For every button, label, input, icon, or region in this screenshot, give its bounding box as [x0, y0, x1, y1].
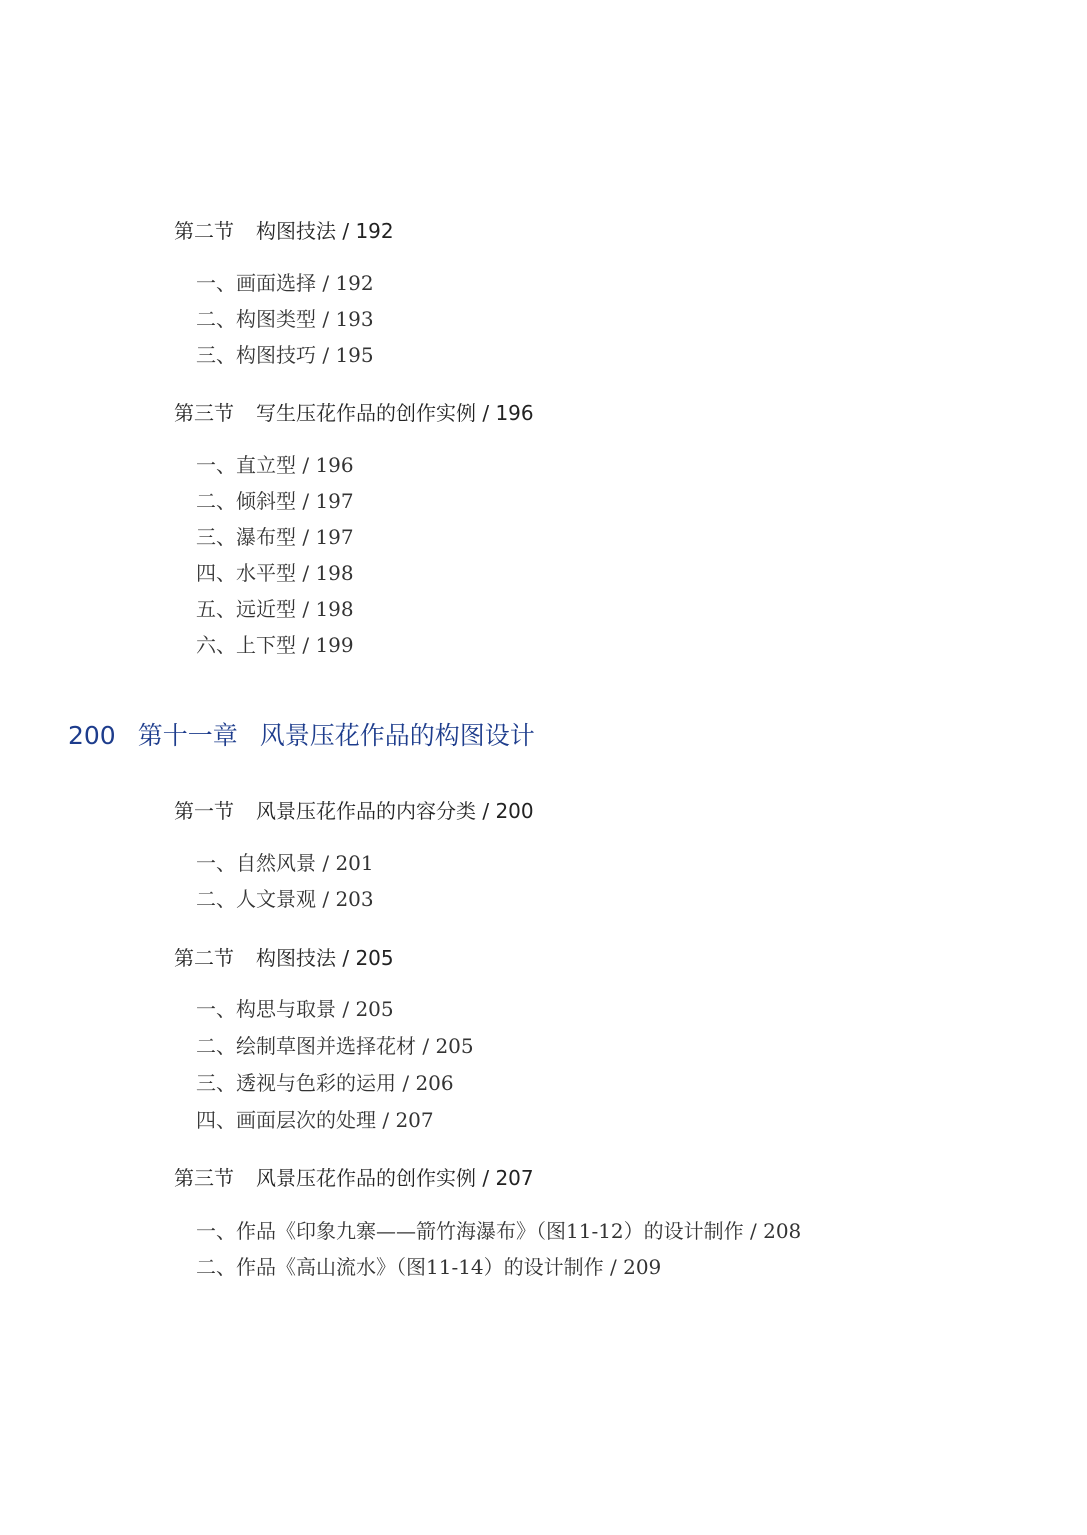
toc-item[interactable]: 五、远近型 / 198: [196, 597, 354, 621]
toc-item[interactable]: 二、作品《高山流水》（图11-14）的设计制作 / 209: [196, 1255, 662, 1279]
section-title: 写生压花作品的创作实例: [256, 401, 476, 425]
toc-section-heading[interactable]: 第二节 构图技法 / 205: [174, 946, 394, 970]
toc-item[interactable]: 一、画面选择 / 192: [196, 271, 374, 295]
section-label: 第二节: [174, 946, 234, 970]
section-page: 192: [355, 219, 394, 243]
toc-section-heading[interactable]: 第一节 风景压花作品的内容分类 / 200: [174, 799, 534, 823]
section-page: 205: [355, 946, 394, 970]
section-page: 200: [495, 799, 534, 823]
section-title: 构图技法: [256, 219, 336, 243]
toc-chapter-heading[interactable]: [68, 716, 535, 752]
toc-item[interactable]: 二、人文景观 / 203: [196, 887, 374, 911]
toc-item[interactable]: 四、水平型 / 198: [196, 561, 354, 585]
toc-item[interactable]: 三、构图技巧 / 195: [196, 343, 374, 367]
chapter-title: 风景压花作品的构图设计: [259, 721, 535, 750]
section-title: 风景压花作品的创作实例: [256, 1166, 476, 1190]
chapter-page: 200: [68, 721, 116, 750]
section-page: 207: [495, 1166, 534, 1190]
section-title: 构图技法: [256, 946, 336, 970]
section-label: 第二节: [174, 219, 234, 243]
toc-item[interactable]: 一、构思与取景 / 205: [196, 997, 394, 1021]
section-label: 第一节: [174, 799, 234, 823]
toc-item[interactable]: 一、自然风景 / 201: [196, 851, 374, 875]
section-label: 第三节: [174, 401, 234, 425]
toc-item[interactable]: 二、构图类型 / 193: [196, 307, 374, 331]
toc-item[interactable]: 三、瀑布型 / 197: [196, 525, 354, 549]
toc-section-heading[interactable]: 第三节 写生压花作品的创作实例 / 196: [174, 401, 534, 425]
toc-section-heading[interactable]: 第三节 风景压花作品的创作实例 / 207: [174, 1166, 534, 1190]
toc-item[interactable]: 六、上下型 / 199: [196, 633, 354, 657]
section-label: 第三节: [174, 1166, 234, 1190]
toc-item[interactable]: 四、画面层次的处理 / 207: [196, 1108, 434, 1132]
toc-item[interactable]: 一、直立型 / 196: [196, 453, 354, 477]
toc-item[interactable]: 二、倾斜型 / 197: [196, 489, 354, 513]
toc-section-heading[interactable]: 第二节 构图技法 / 192: [174, 219, 394, 243]
section-title: 风景压花作品的内容分类: [256, 799, 476, 823]
chapter-label: 第十一章: [137, 721, 238, 750]
section-page: 196: [495, 401, 534, 425]
toc-item[interactable]: 三、透视与色彩的运用 / 206: [196, 1071, 454, 1095]
toc-item[interactable]: 一、作品《印象九寨——箭竹海瀑布》（图11-12）的设计制作 / 208: [196, 1219, 802, 1243]
toc-item[interactable]: 二、绘制草图并选择花材 / 205: [196, 1034, 474, 1058]
